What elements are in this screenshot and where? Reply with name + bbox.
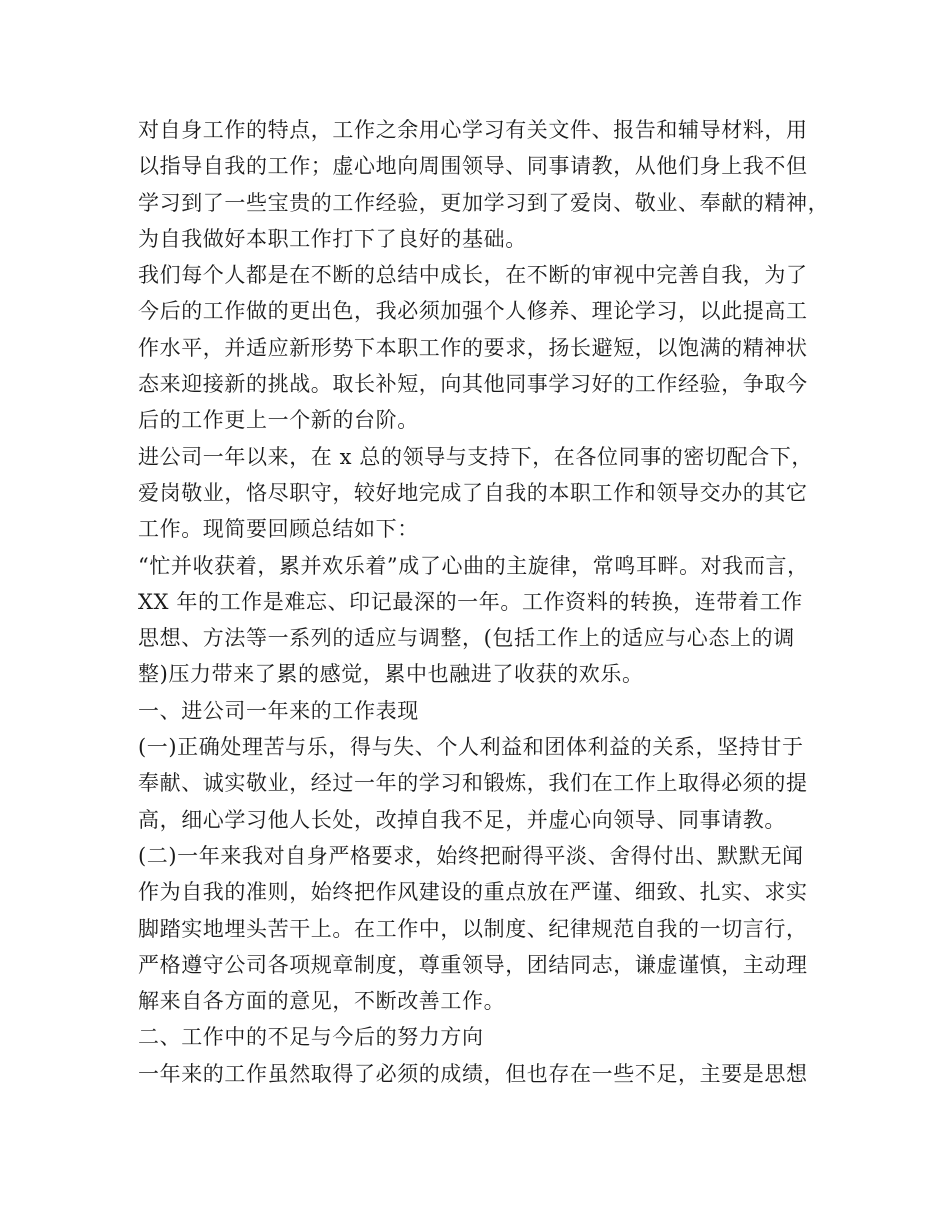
- text-line: (二)一年来我对自身严格要求，始终把耐得平淡、舍得付出、默默无闻: [138, 843, 804, 868]
- section-heading: 一、进公司一年来的工作表现: [138, 698, 419, 723]
- text-line: 态来迎接新的挑战。取长补短，向其他同事学习好的工作经验，争取今: [138, 372, 808, 397]
- section-heading: 二、工作中的不足与今后的努力方向: [138, 1025, 484, 1050]
- text-line: 以指导自我的工作；虚心地向周围领导、同事请教，从他们身上我不但: [138, 154, 808, 179]
- document-body: [138, 112, 828, 1092]
- text-line: 奉献、诚实敬业，经过一年的学习和锻炼，我们在工作上取得必须的提: [138, 771, 808, 796]
- text-line: 学习到了一些宝贵的工作经验，更加学习到了爱岗、敬业、奉献的精神，: [138, 190, 830, 215]
- text-line: 整)压力带来了累的感觉，累中也融进了收获的欢乐。: [138, 662, 644, 687]
- text-line: (一)正确处理苦与乐，得与失、个人利益和团体利益的关系，坚持甘于: [138, 735, 804, 760]
- text-line: 工作。现简要回顾总结如下：: [138, 517, 419, 542]
- text-line: 思想、方法等一系列的适应与调整，(包括工作上的适应与心态上的调: [138, 626, 795, 651]
- text-line: 对自身工作的特点，工作之余用心学习有关文件、报告和辅导材料，用: [138, 118, 808, 142]
- text-line: 爱岗敬业，恪尽职守，较好地完成了自我的本职工作和领导交办的其它: [138, 480, 808, 505]
- text-line: 为自我做好本职工作打下了良好的基础。: [138, 226, 527, 251]
- text-line: 解来自各方面的意见，不断改善工作。: [138, 989, 506, 1014]
- text-line: 高，细心学习他人长处，改掉自我不足，并虚心向领导、同事请教。: [138, 807, 786, 832]
- text-line: 今后的工作做的更出色，我必须加强个人修养、理论学习，以此提高工: [138, 299, 808, 324]
- text-line: 作为自我的准则，始终把作风建设的重点放在严谨、细致、扎实、求实: [138, 880, 808, 905]
- text-line: 我们每个人都是在不断的总结中成长，在不断的审视中完善自我，为了: [138, 263, 808, 288]
- text-line: 脚踏实地埋头苦干上。在工作中，以制度、纪律规范自我的一切言行，: [138, 916, 808, 941]
- text-line: 一年来的工作虽然取得了必须的成绩，但也存在一些不足，主要是思想: [138, 1061, 808, 1086]
- text-line: 进公司一年以来，在 x 总的领导与支持下，在各位同事的密切配合下，: [138, 444, 813, 469]
- text-line: 作水平，并适应新形势下本职工作的要求，扬长避短，以饱满的精神状: [138, 335, 808, 360]
- text-line: “忙并收获着，累并欢乐着”成了心曲的主旋律，常鸣耳畔。对我而言，: [138, 553, 809, 578]
- text-line: XX 年的工作是难忘、印记最深的一年。工作资料的转换，连带着工作: [138, 589, 803, 614]
- text-line: 后的工作更上一个新的台阶。: [138, 408, 419, 433]
- text-line: 严格遵守公司各项规章制度，尊重领导，团结同志，谦虚谨慎，主动理: [138, 952, 808, 977]
